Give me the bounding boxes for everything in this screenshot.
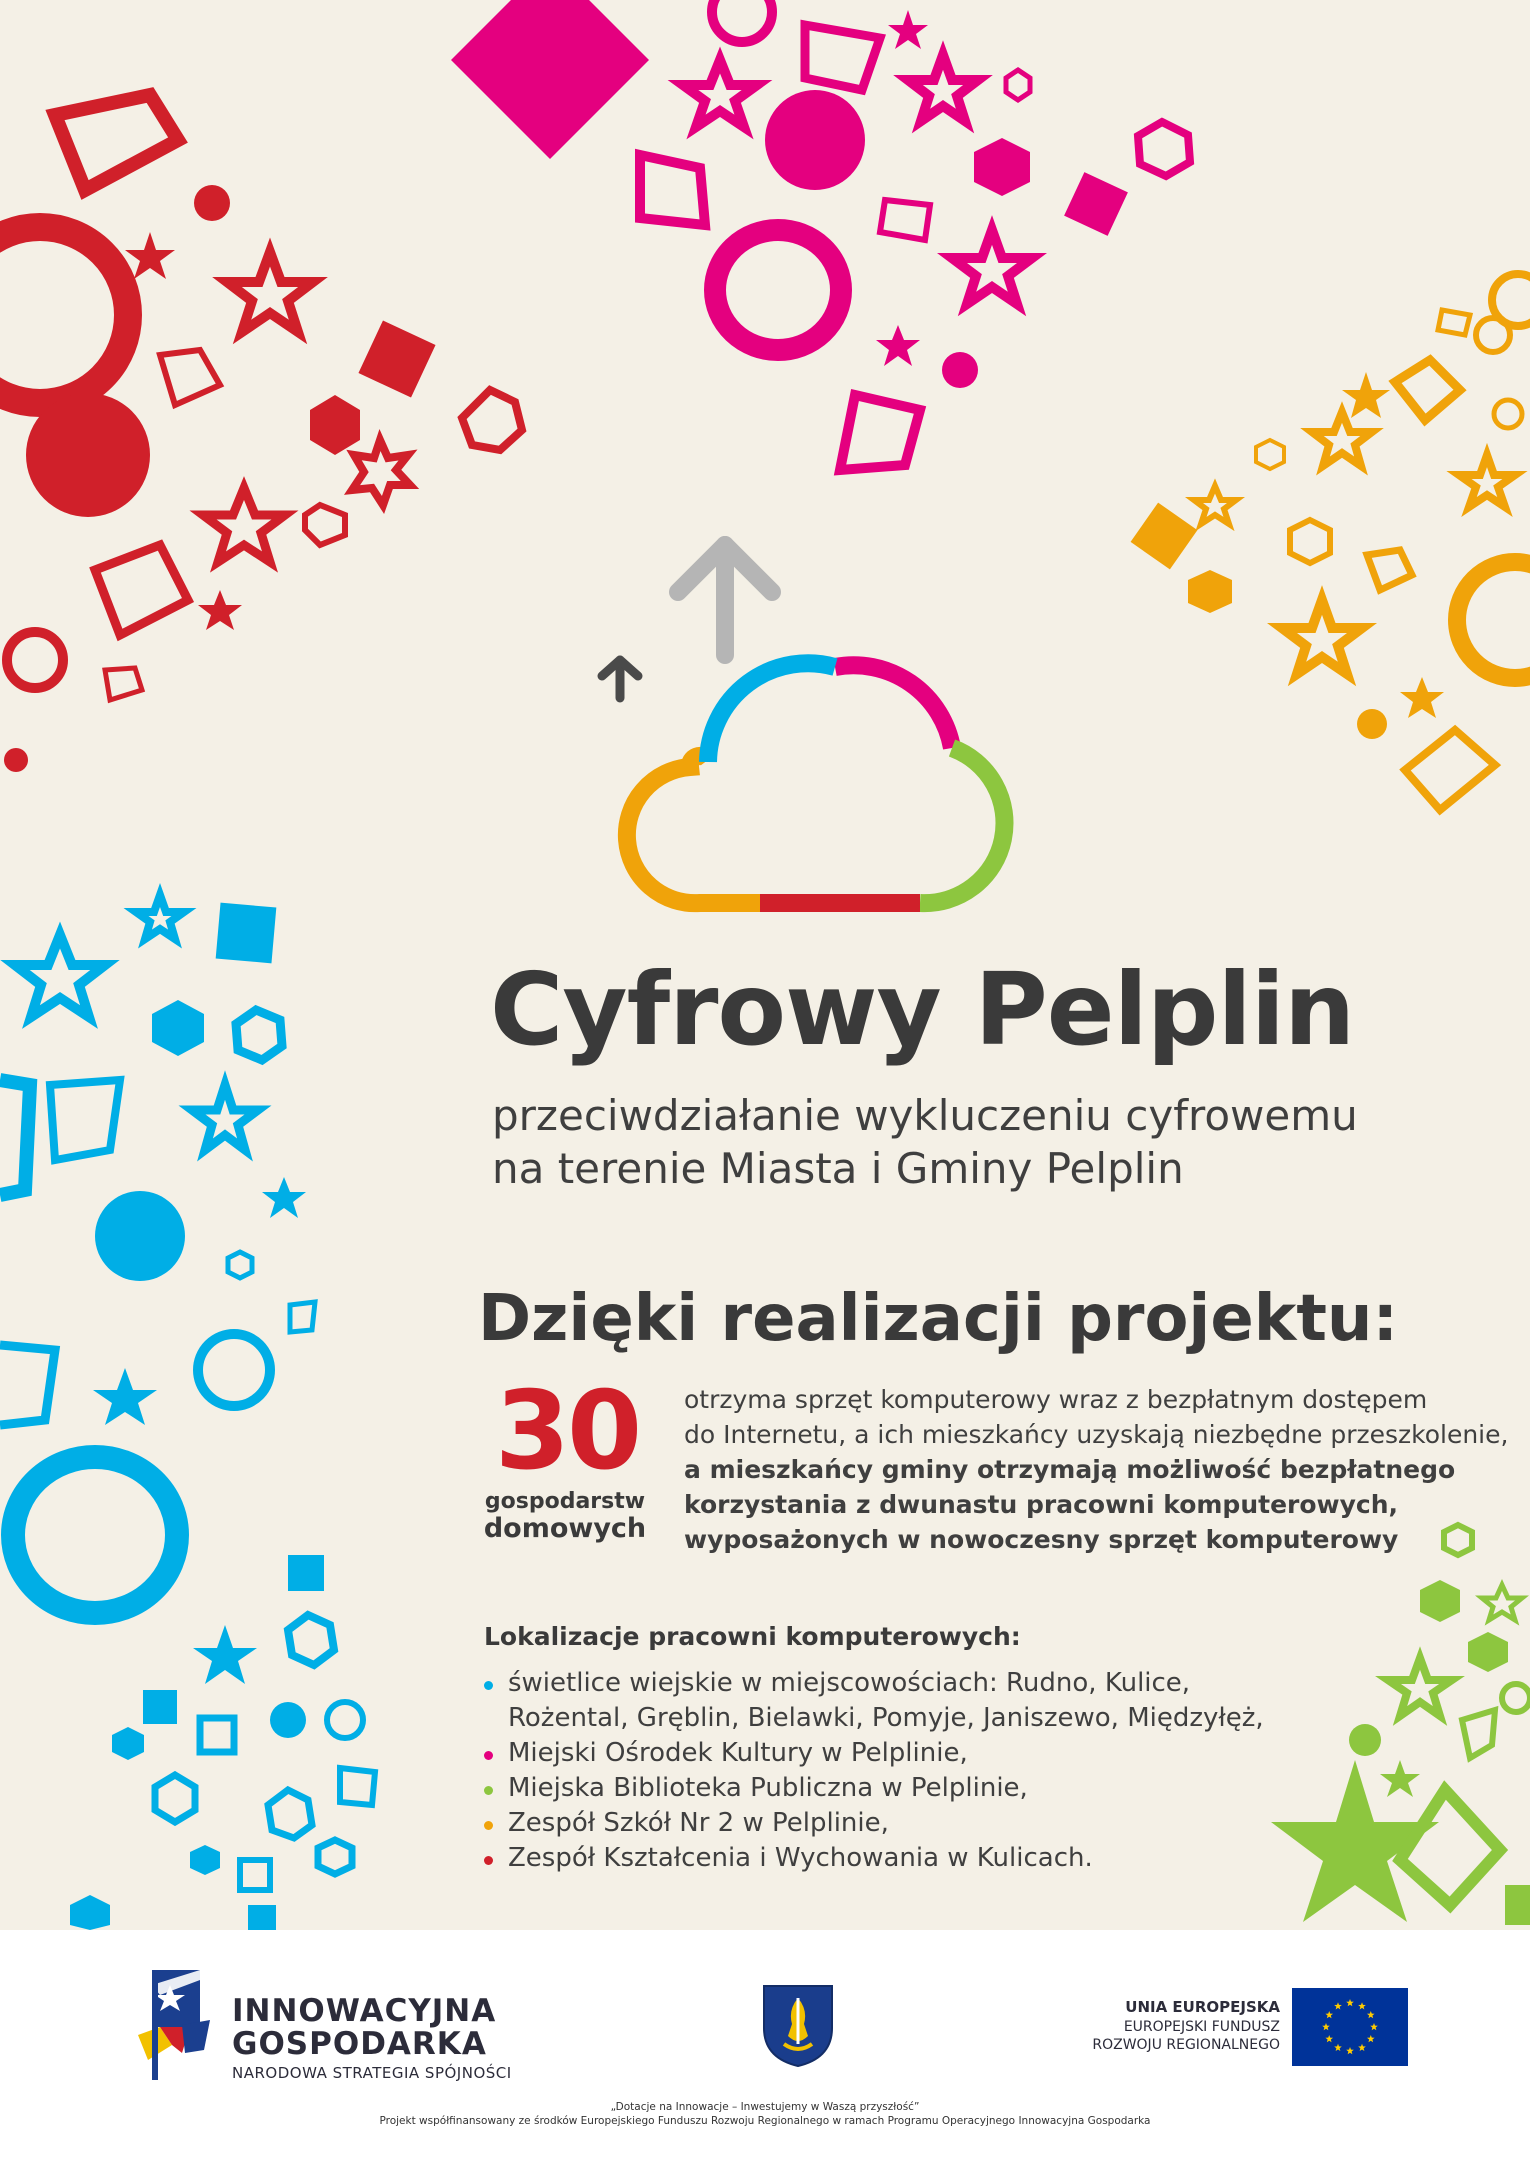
description-bold-line: wyposażonych w nowoczesny sprzęt komputerowy (684, 1525, 1399, 1554)
eu-line: EUROPEJSKI FUNDUSZ (1123, 2018, 1280, 2035)
list-item (482, 1666, 1302, 1736)
orange-shape-cluster (1131, 274, 1530, 810)
eu-line: ROZWOJU REGIONALNEGO (1092, 2036, 1280, 2053)
list-item-text: Zespół Kształcenia i Wychowania w Kulicach. (508, 1843, 1093, 1873)
cloud-logo-icon (602, 545, 1005, 903)
list-item (482, 1736, 1302, 1771)
list-item-text: Rożental, Gręblin, Bielawki, Pomyje, Janiszewo, Międzyłęż, (508, 1703, 1264, 1733)
list-item (482, 1841, 1302, 1876)
description-bold-line: a mieszkańcy gminy otrzymają możliwość bezpłatnego (684, 1455, 1456, 1484)
description-line: do Internetu, a ich mieszkańcy uzyskają niezbędne przeszkolenie, (684, 1420, 1509, 1449)
cyan-shape-cluster (0, 895, 375, 1930)
description-bold-line: korzystania z dwunastu pracowni komputerowych, (684, 1490, 1399, 1519)
eu-fund-text (1000, 1998, 1280, 2054)
funding-footnote (0, 2100, 1530, 2128)
bullet-dot-icon (484, 1786, 493, 1795)
bullet-dot-icon (484, 1681, 493, 1690)
upload-arrow-large-icon (678, 545, 772, 655)
description-line: otrzyma sprzęt komputerowy wraz z bezpłatnym dostępem (684, 1385, 1428, 1414)
list-item-text: Miejska Biblioteka Publiczna w Pelplinie, (508, 1773, 1028, 1803)
subtitle-line: przeciwdziałanie wykluczeniu cyfrowemu (492, 1091, 1358, 1140)
list-item-text: Miejski Ośrodek Kultury w Pelplinie, (508, 1738, 968, 1768)
stat-caption (470, 1490, 660, 1544)
list-item-text: Zespół Szkół Nr 2 w Pelplinie, (508, 1808, 889, 1838)
page-subtitle (492, 1090, 1472, 1195)
footnote-line: Projekt współfinansowany ze środków Europejskiego Funduszu Rozwoju Regionalnego w ramach Programu Operacyjnego Innowacyjna Gospodarka (379, 2115, 1151, 2128)
stat-number: 30 (494, 1369, 640, 1494)
innowacyjna-gospodarka-flag-icon (130, 1965, 230, 2085)
eu-flag-icon (1292, 1988, 1408, 2066)
list-item (482, 1806, 1302, 1841)
locations-heading: Lokalizacje pracowni komputerowych: (484, 1622, 1021, 1651)
magenta-shape-cluster (451, 0, 1190, 470)
footnote-line: „Dotacje na Innowacje – Inwestujemy w Waszą przyszłość” (610, 2101, 920, 2113)
eu-line: UNIA EUROPEJSKA (1125, 1998, 1280, 2016)
bullet-dot-icon (484, 1751, 493, 1760)
logo-line: GOSPODARKA (232, 2025, 487, 2062)
bullet-dot-icon (484, 1856, 493, 1865)
innowacyjna-gospodarka-logo-text (232, 1995, 512, 2082)
list-item-text: świetlice wiejskie w miejscowościach: Rudno, Kulice, (508, 1668, 1191, 1698)
bullet-dot-icon (484, 1821, 493, 1830)
green-shape-cluster (1271, 1525, 1530, 1925)
stat-caption-line: domowych (483, 1513, 647, 1545)
pelplin-coat-of-arms-icon (758, 1980, 838, 2070)
list-item (482, 1771, 1302, 1806)
red-shape-cluster (0, 95, 522, 772)
page-title: Cyfrowy Pelplin (490, 951, 1355, 1068)
stat-caption-line: gospodarstw (484, 1489, 646, 1514)
subtitle-line: na terenie Miasta i Gminy Pelplin (492, 1143, 1184, 1193)
upload-arrow-small-icon (602, 660, 638, 698)
locations-list (482, 1666, 1302, 1876)
logo-subline: NARODOWA STRATEGIA SPÓJNOŚCI (232, 2064, 512, 2083)
section-heading: Dzięki realizacji projektu: (478, 1282, 1399, 1356)
project-description (684, 1382, 1509, 1557)
logo-line: INNOWACYJNA (232, 1993, 497, 2029)
